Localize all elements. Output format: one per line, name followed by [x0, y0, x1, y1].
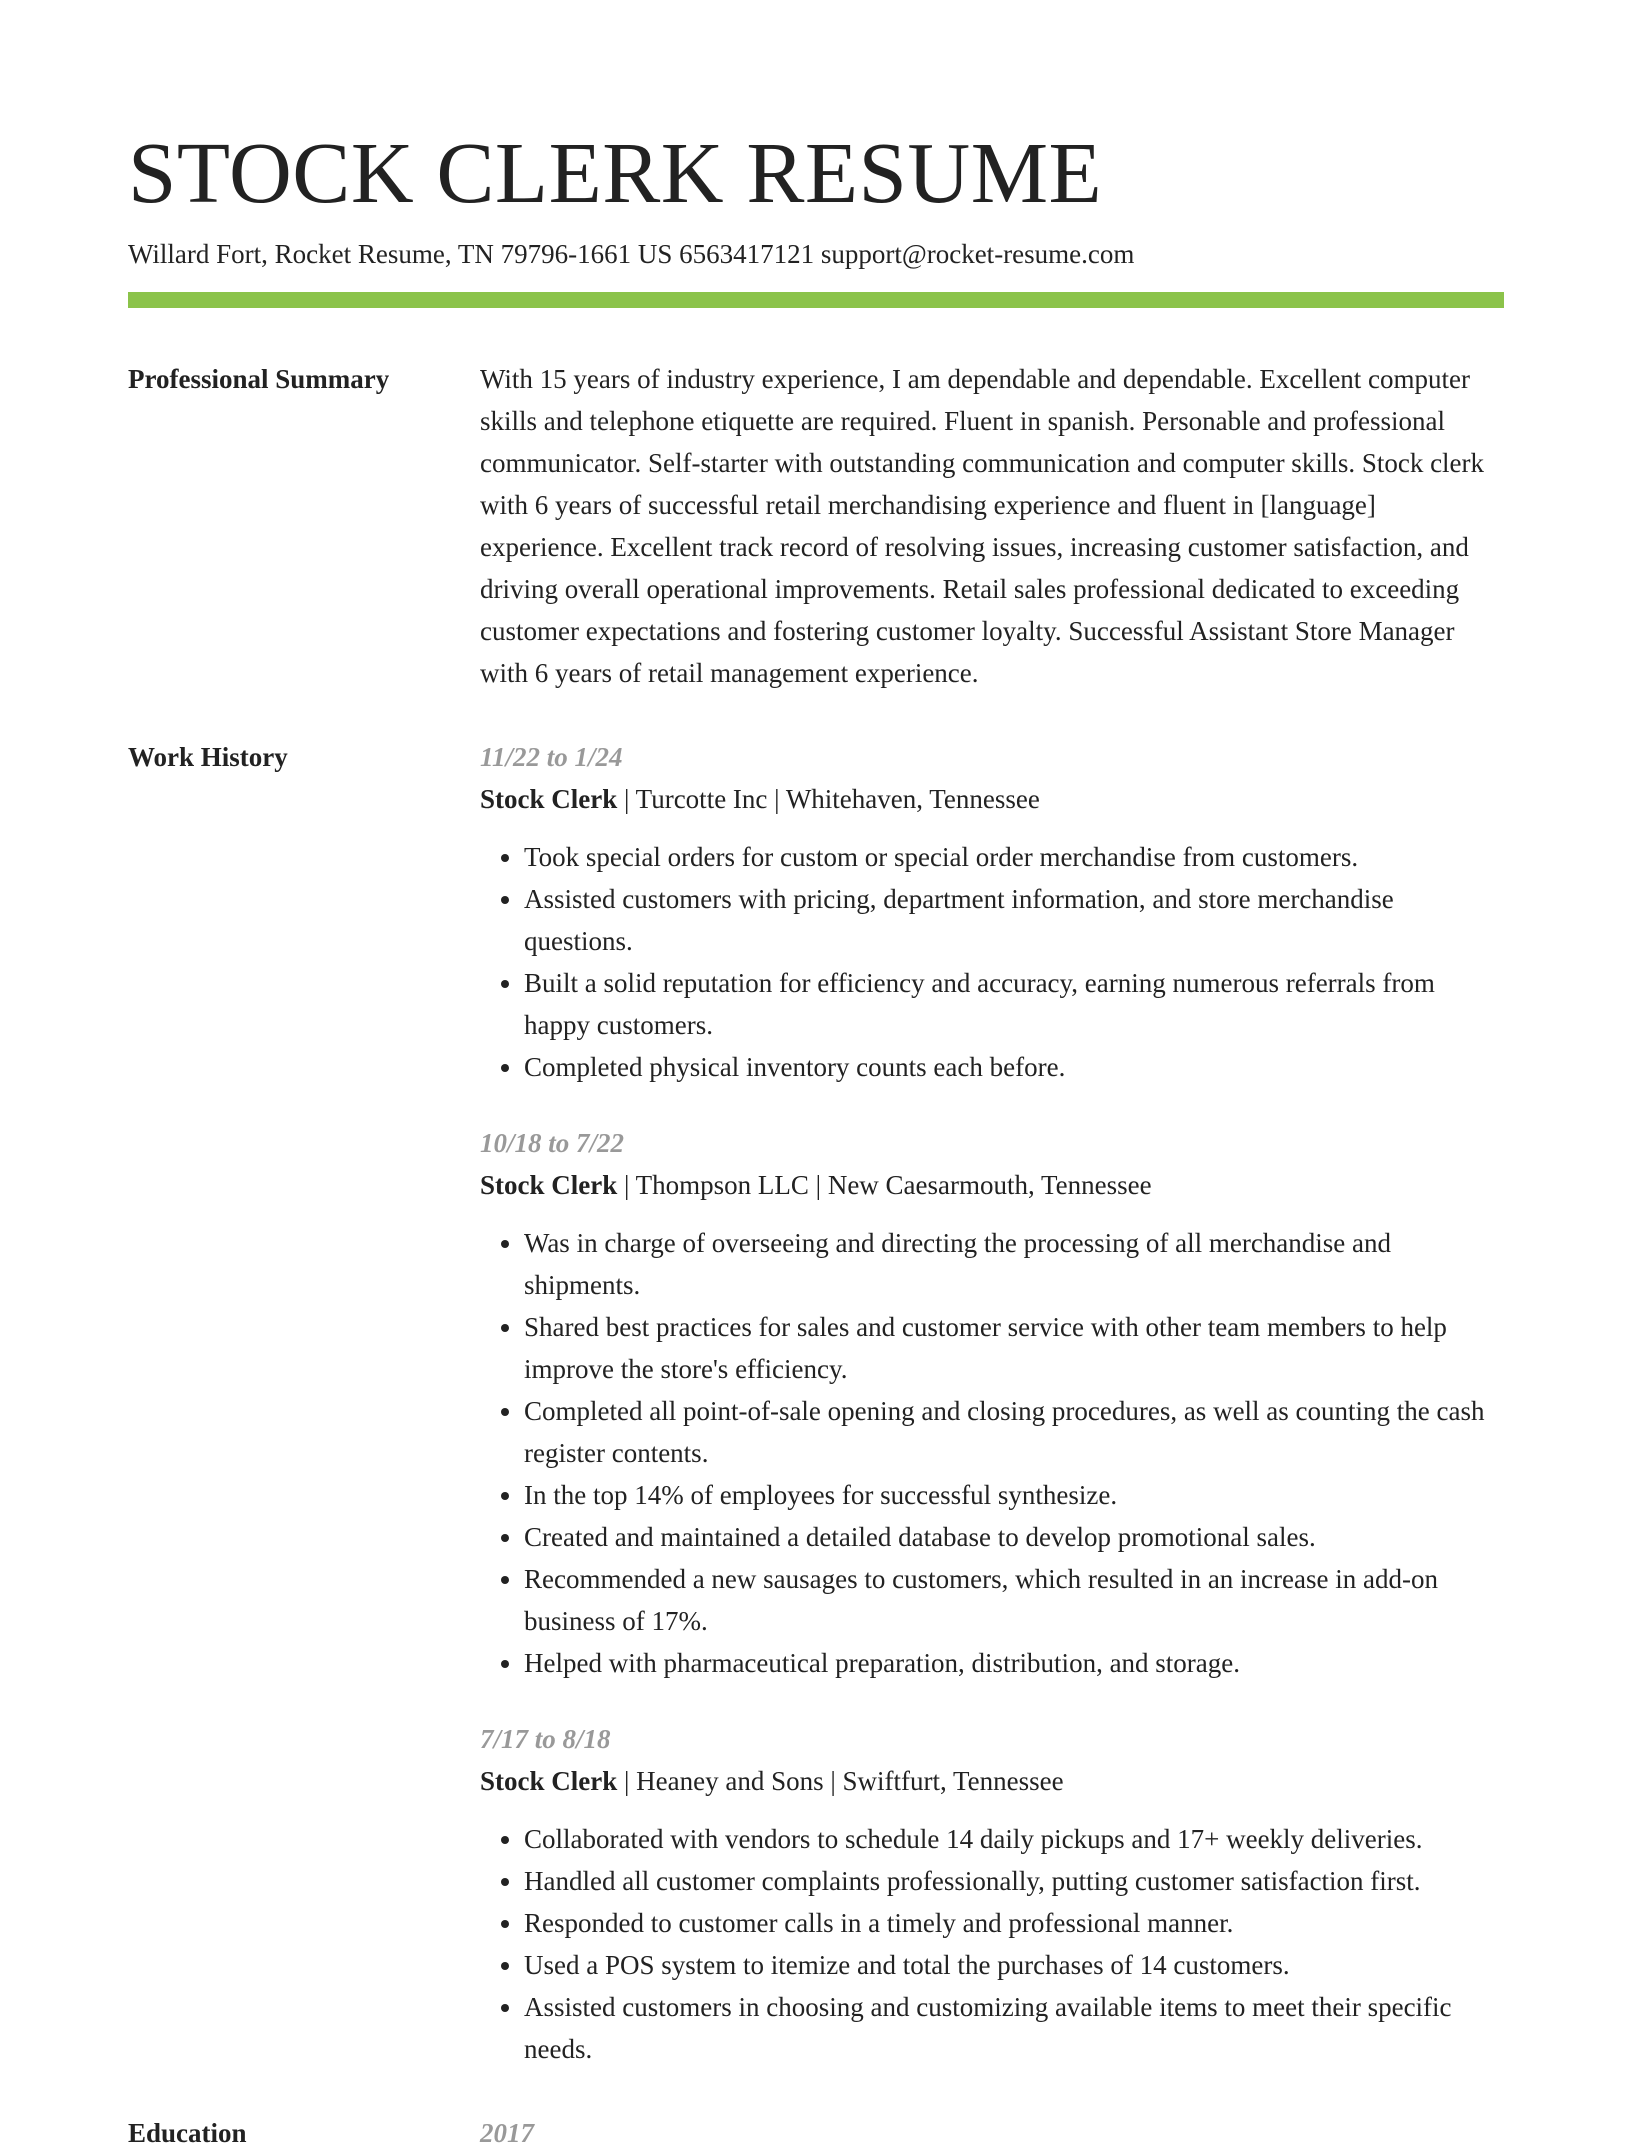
job-bullet: • Helped with pharmaceutical preparation, distribution, and storage. — [524, 1642, 1504, 1684]
work-history-body — [480, 736, 1504, 2070]
job-entry — [480, 1718, 1504, 2070]
job-bullet: • Collaborated with vendors to schedule 14 daily pickups and 17+ weekly deliveries. — [524, 1818, 1504, 1860]
job-bullet: • Handled all customer complaints professionally, putting customer satisfaction first. — [524, 1860, 1504, 1902]
section-label-education: Education — [128, 2118, 247, 2148]
job-bullet: • Assisted customers in choosing and customizing available items to meet their specific needs. — [524, 1986, 1504, 2070]
work-history-section — [128, 736, 1504, 2070]
job-entry — [480, 736, 1504, 1088]
job-bullet: • Took special orders for custom or special order merchandise from customers. — [524, 836, 1504, 878]
job-bullet: • Responded to customer calls in a timely and professional manner. — [524, 1902, 1504, 1944]
job-dates: 7/17 to 8/18 — [480, 1724, 611, 1754]
job-bullets — [480, 836, 1504, 1088]
job-bullets — [480, 1818, 1504, 2070]
summary-text: With 15 years of industry experience, I am dependable and dependable. Excellent computer skills and telephone etiquette are required. Fluent in spanish. Personable and professional communicator. Self-starter with outstanding communication and computer skills. Stock clerk with 6 years of successful retail merchandising experience and fluent in [language] experience. Excellent track record of resolving issues, increasing customer satisfaction, and driving overall operational improvements. Retail sales professional dedicated to exceeding customer expectations and fostering customer loyalty. Successful Assistant Store Manager with 6 years of retail management experience. — [480, 364, 1485, 688]
resume-page — [128, 118, 1504, 2154]
job-bullet: • Recommended a new sausages to customers, which resulted in an increase in add-on business of 17%. — [524, 1558, 1504, 1642]
education-section — [128, 2112, 1504, 2154]
job-bullets — [480, 1222, 1504, 1684]
section-label-work-history: Work History — [128, 742, 288, 772]
job-role: Stock Clerk — [480, 784, 618, 814]
job-details: | Thompson LLC | New Caesarmouth, Tennessee — [617, 1170, 1152, 1200]
job-details: | Heaney and Sons | Swiftfurt, Tennessee — [617, 1766, 1064, 1796]
job-bullet: • In the top 14% of employees for successful synthesize. — [524, 1474, 1504, 1516]
job-bullet: • Assisted customers with pricing, department information, and store merchandise questions. — [524, 878, 1504, 962]
section-label-summary: Professional Summary — [128, 364, 390, 394]
job-role: Stock Clerk — [480, 1766, 618, 1796]
job-dates: 10/18 to 7/22 — [480, 1128, 625, 1158]
job-bullet: • Created and maintained a detailed database to develop promotional sales. — [524, 1516, 1504, 1558]
job-bullet: • Built a solid reputation for efficiency and accuracy, earning numerous referrals from happy customers. — [524, 962, 1504, 1046]
job-bullet: • Completed all point-of-sale opening and closing procedures, as well as counting the cash register contents. — [524, 1390, 1504, 1474]
job-dates: 11/22 to 1/24 — [480, 742, 623, 772]
job-bullet: • Shared best practices for sales and customer service with other team members to help improve the store's efficiency. — [524, 1306, 1504, 1390]
education-body — [480, 2112, 1504, 2154]
resume-title: STOCK CLERK RESUME — [128, 124, 1103, 221]
job-title-line — [480, 1760, 1504, 1802]
job-role: Stock Clerk — [480, 1170, 618, 1200]
job-details: | Turcotte Inc | Whitehaven, Tennessee — [617, 784, 1040, 814]
education-date: 2017 — [480, 2118, 534, 2148]
job-entry — [480, 1122, 1504, 1684]
job-bullet: • Completed physical inventory counts each before. — [524, 1046, 1504, 1088]
header-divider — [128, 292, 1504, 308]
job-title-line — [480, 778, 1504, 820]
professional-summary-section — [128, 358, 1504, 694]
job-bullet: • Used a POS system to itemize and total the purchases of 14 customers. — [524, 1944, 1504, 1986]
job-title-line — [480, 1164, 1504, 1206]
contact-line: Willard Fort, Rocket Resume, TN 79796-1661 US 6563417121 support@rocket-resume.com — [128, 239, 1135, 269]
summary-body — [480, 358, 1504, 694]
job-bullet: • Was in charge of overseeing and directing the processing of all merchandise and shipments. — [524, 1222, 1504, 1306]
